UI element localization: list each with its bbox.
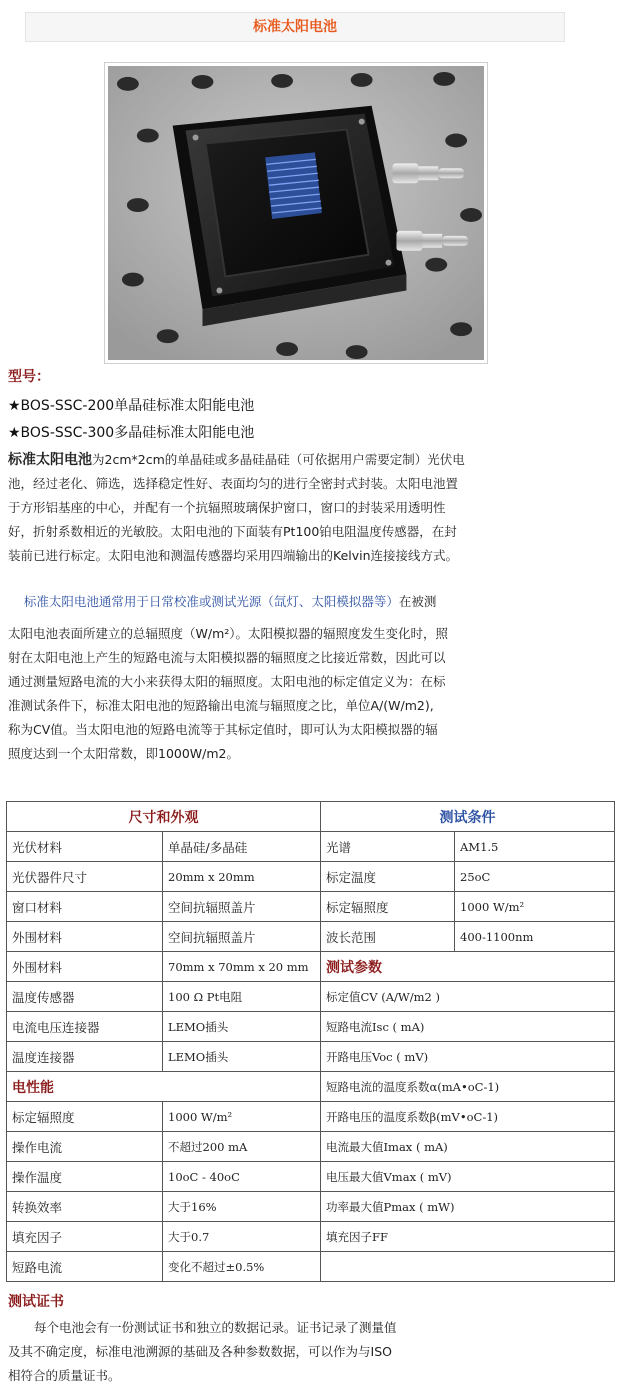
table-row: 外围材料 空间抗辐照盖片 波长范围 400-1100nm — [7, 922, 615, 952]
section-electrical: 电性能 — [7, 1072, 321, 1102]
table-row: 电性能 短路电流的温度系数α(mA•oC-1) — [7, 1072, 615, 1102]
table-row: 填充因子 大于0.7 填充因子FF — [7, 1222, 615, 1252]
table-head-dimensions: 尺寸和外观 — [7, 802, 321, 832]
table-row: 窗口材料 空间抗辐照盖片 标定辐照度 1000 W/m² — [7, 892, 615, 922]
spec-table — [6, 801, 615, 1282]
page-title: 标准太阳电池 — [25, 12, 565, 42]
model-label: 型号： — [8, 369, 50, 385]
intro-lead: 标准太阳电池 — [8, 452, 92, 468]
table-row: 电流电压连接器 LEMO插头 短路电流Isc ( mA) — [7, 1012, 615, 1042]
table-row: 温度连接器 LEMO插头 开路电压Voc ( mV) — [7, 1042, 615, 1072]
usage-highlight: 标准太阳电池通常用于日常校准或测试光源（氙灯、太阳模拟器等） — [23, 594, 399, 609]
certificate-paragraph: 每个电池会有一份测试证书和独立的数据记录。证书记录了测量值 及其不确定度，标准电池溯源的基础及各种参数数据，可以作为与ISO 相符合的质量证书。 — [8, 1320, 397, 1383]
usage-paragraph: 太阳电池表面所建立的总辐照度（W/m²）。太阳模拟器的辐照度发生变化时，照 射在太阳电池上产生的短路电流与太阳模拟器的辐照度之比接近常数，因此可以 通过测量短路电流的大小来获得太阳的辐照度。太阳电池的标定值定义为：在标 准测试条件下，标准太阳电池的短路输出电流与辐照度之比，单位A/(W/m2), 称为CV值。当太阳电池的短路电流等于其标定值时，即可认为太阳模拟器的辐 照度达到一个太阳常数，即1000W/m2。 — [8, 626, 449, 761]
table-row: 操作温度 10oC - 40oC 电压最大值Vmax ( mV) — [7, 1162, 615, 1192]
certificate-label: 测试证书 — [8, 1294, 64, 1310]
table-row: 标定辐照度 1000 W/m² 开路电压的温度系数β(mV•oC-1) — [7, 1102, 615, 1132]
model-item: ★BOS-SSC-200单晶硅标准太阳能电池 — [8, 398, 255, 414]
solar-cell-image — [108, 66, 484, 360]
table-row: 光伏材料 单晶硅/多晶硅 光谱 AM1.5 — [7, 832, 615, 862]
usage-lead: 标准太阳电池通常用于日常校准或测试光源（氙灯、太阳模拟器等）在被测 — [23, 594, 437, 609]
product-photo — [104, 62, 488, 364]
table-row: 转换效率 大于16% 功率最大值Pmax ( mW) — [7, 1192, 615, 1222]
table-row: 温度传感器 100 Ω Pt电阻 标定值CV (A/W/m2 ) — [7, 982, 615, 1012]
intro-paragraph: 标准太阳电池为2cm*2cm的单晶硅或多晶硅晶硅（可依据用户需要定制）光伏电 池，经过老化、筛选，选择稳定性好、表面均匀的进行全密封式封装。太阳电池置 于方形铝基座的中心，并配有一个抗辐照玻璃保护窗口，窗口的封装采用透明性 好，折射系数相近的光敏胶。太阳电池的下面装有Pt100铂电阻温度传感器，在封 装前已进行标定。太阳电池和测温传感器均采用四端输出的Kelvin连接接线方式。 — [8, 452, 465, 563]
table-head-conditions: 测试条件 — [321, 802, 615, 832]
table-row: 短路电流 变化不超过±0.5% — [7, 1252, 615, 1282]
section-test-params: 测试参数 — [321, 952, 615, 982]
table-row: 操作电流 不超过200 mA 电流最大值Imax ( mA) — [7, 1132, 615, 1162]
cell-active-area — [265, 152, 322, 219]
model-item: ★BOS-SSC-300多晶硅标准太阳能电池 — [8, 425, 255, 441]
table-row: 外围材料 70mm x 70mm x 20 mm 测试参数 — [7, 952, 615, 982]
table-row: 光伏器件尺寸 20mm x 20mm 标定温度 25oC — [7, 862, 615, 892]
